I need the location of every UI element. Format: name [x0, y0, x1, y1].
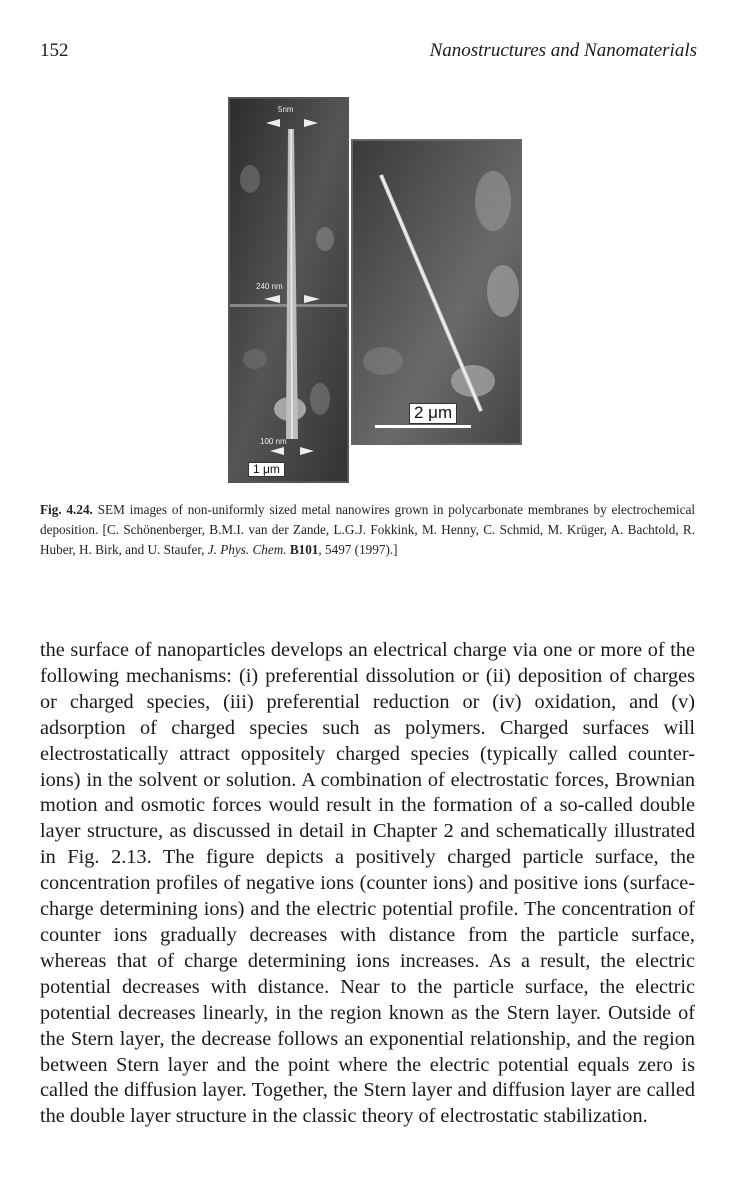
scale-bar-2um: 2 μm	[409, 403, 457, 424]
sem-left-graphic	[230, 99, 347, 481]
sem-right-graphic	[353, 141, 520, 443]
caption-volume: B101	[289, 542, 319, 557]
label-5nm: 5nm	[278, 105, 294, 114]
caption-journal: J. Phys. Chem.	[207, 542, 287, 557]
page-header	[40, 40, 697, 66]
label-240nm: 240 nm	[256, 282, 283, 291]
sem-image-right	[351, 139, 522, 445]
label-100nm: 100 nm	[260, 437, 287, 446]
caption-label: Fig. 4.24.	[40, 502, 93, 517]
page-number: 152	[40, 40, 69, 61]
caption-text: SEM images of non-uniformly sized metal nanowires grown in polycarbonate membranes by electrochemical deposition. [C. Schönenberger, B.M.I. van der Zande, L.G.J. Fokkink, M. Henny, C. Schmid, M. Krüger, A. Bachtold, R. Huber, H. Birk, and U. Staufer,	[40, 502, 695, 557]
running-title: Nanostructures and Nanomaterials	[429, 40, 697, 61]
figure-caption	[40, 500, 695, 560]
scale-bar-1um: 1 μm	[248, 462, 285, 477]
sem-image-left	[228, 97, 349, 483]
body-paragraph: the surface of nanoparticles develops an electrical charge via one or more of the following mechanisms: (i) preferential dissolution or (ii) deposition of charges or charged species, (iii) preferential reduction or (iv) oxidation, and (v) adsorption of charged species such as polymers. Charged surfaces will electrostatically attract oppositely charged species (typically called counter-ions) in the solvent or solution. A combination of electrostatic forces, Brownian motion and osmotic forces would result in the formation of a so-called double layer structure, as discussed in detail in Chapter 2 and schematically illustrated in Fig. 2.13. The figure depicts a positively charged particle surface, the concentration profiles of negative ions (counter ions) and positive ions (surface-charge determining ions) and the electric potential profile. The concentration of counter ions gradually decreases with distance from the particle surface, whereas that of charge determining ions increases. As a result, the electric potential decreases with distance. Near to the particle surface, the electric potential decreases linearly, in the region known as the Stern layer. Outside of the Stern layer, the decrease follows an exponential relationship, and the region between Stern layer and the point where the electric potential equals zero is called the diffusion layer. Together, the Stern layer and diffusion layer are called the double layer structure in the classic theory of electrostatic stabilization.	[40, 639, 695, 1128]
caption-text-end: , 5497 (1997).]	[318, 542, 398, 557]
sem-figure	[228, 97, 522, 483]
